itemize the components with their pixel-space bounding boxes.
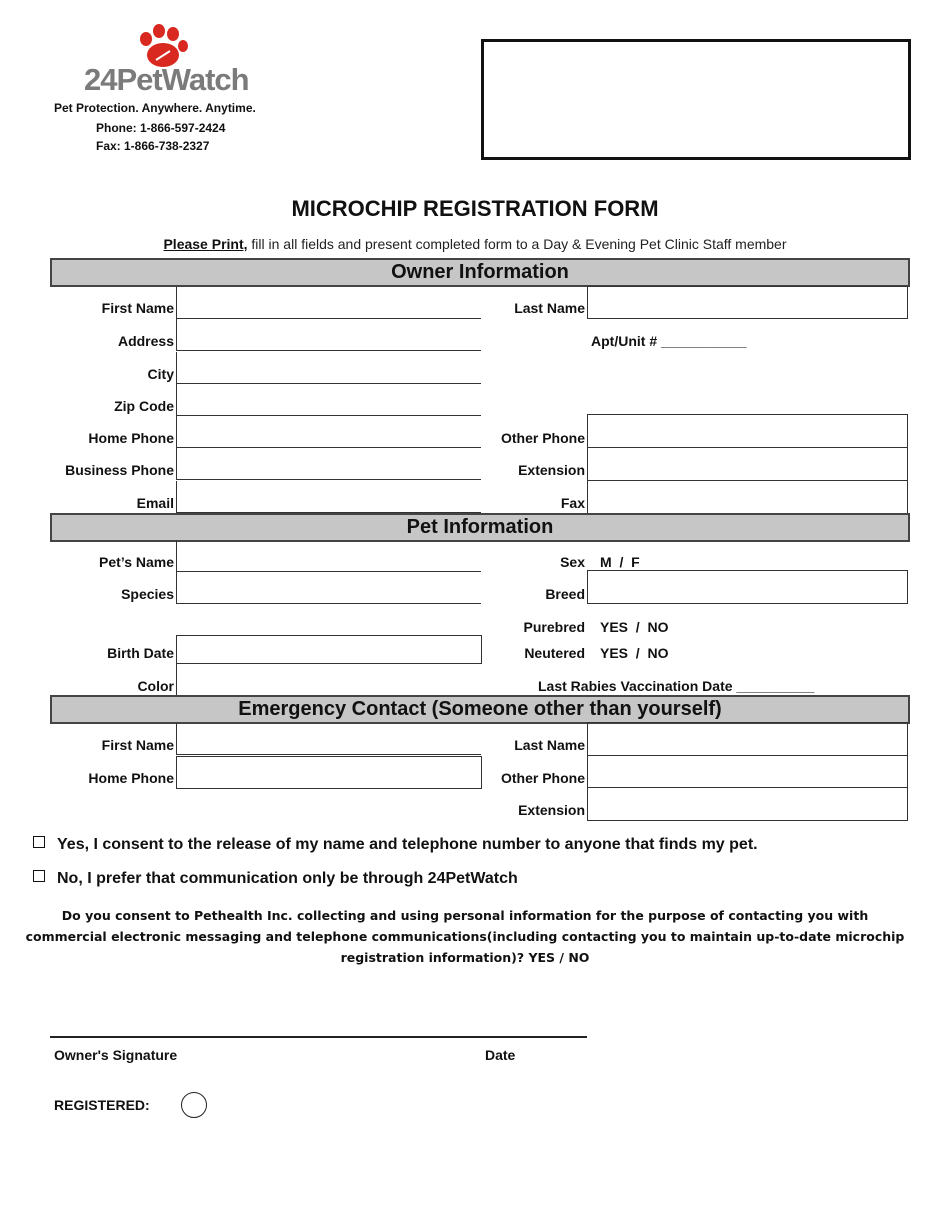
consent-question: Do you consent to Pethealth Inc. collecting and using personal information for the purpose of contacting you with commercial electronic messaging and telephone communications(including contacting you to maintain up-to-date microchip registration information)? YES / NO [25, 908, 905, 965]
owner-home-phone-field[interactable] [176, 416, 481, 448]
consent-no-label: No, I prefer that communication only be through 24PetWatch [57, 870, 518, 887]
tagline: Pet Protection. Anywhere. Anytime. [54, 101, 256, 115]
emergency-section-header: Emergency Contact (Someone other than yourself) [50, 695, 910, 724]
zip-code-field[interactable] [176, 384, 481, 416]
date-label: Date [485, 1047, 516, 1063]
pet-section-header: Pet Information [50, 513, 910, 542]
birth-date-field[interactable] [176, 635, 482, 664]
registered-label: REGISTERED: [54, 1097, 150, 1113]
emergency-home-phone-label: Home Phone [88, 770, 174, 786]
owner-extension-label: Extension [518, 462, 585, 478]
business-phone-label: Business Phone [65, 462, 174, 478]
owner-home-phone-label: Home Phone [88, 430, 174, 446]
zip-code-label: Zip Code [114, 398, 174, 414]
color-label: Color [137, 678, 174, 694]
species-label: Species [121, 586, 174, 602]
signature-line[interactable] [50, 1036, 587, 1038]
city-label: City [147, 366, 174, 382]
owner-fax-label: Fax [560, 495, 585, 511]
purebred-options[interactable]: YES / NO [600, 619, 669, 635]
emergency-other-phone-label: Other Phone [500, 770, 585, 786]
purebred-label: Purebred [523, 619, 585, 635]
instructions [0, 236, 950, 252]
emergency-first-name-field[interactable] [176, 723, 481, 755]
form-title: MICROCHIP REGISTRATION FORM [291, 196, 659, 221]
consent-yes-label: Yes, I consent to the release of my name and telephone number to anyone that finds my pet. [57, 836, 758, 853]
emergency-first-name-label: First Name [101, 737, 174, 753]
brand-logo: 24PetWatch [84, 62, 249, 97]
address-label: Address [117, 333, 174, 349]
sex-options[interactable]: M / F [600, 554, 640, 570]
owner-contact-divider [587, 480, 907, 481]
emergency-last-name-label: Last Name [514, 737, 585, 753]
business-phone-field[interactable] [176, 448, 481, 480]
consent-no-option[interactable] [33, 870, 518, 888]
owner-contact-divider [587, 447, 907, 448]
emergency-home-phone-field[interactable] [176, 756, 482, 789]
sex-label: Sex [560, 554, 585, 570]
email-field[interactable] [176, 481, 481, 513]
birth-date-label: Birth Date [107, 645, 174, 661]
fax-number: Fax: 1-866-738-2327 [96, 139, 210, 153]
city-field[interactable] [176, 352, 481, 384]
instructions-text: fill in all fields and present completed form to a Day & Evening Pet Clinic Staff member [247, 236, 787, 252]
instructions-emphasis: Please Print, [163, 236, 248, 252]
address-field[interactable] [176, 319, 481, 351]
owner-section-header: Owner Information [50, 258, 910, 287]
checkbox-icon[interactable] [33, 870, 45, 882]
owner-first-name-field[interactable] [176, 287, 481, 319]
consent-yes-option[interactable] [33, 836, 758, 854]
color-field[interactable] [176, 664, 481, 696]
emergency-contact-divider [587, 755, 907, 756]
checkbox-icon[interactable] [33, 836, 45, 848]
apt-unit-field[interactable]: Apt/Unit # ___________ [591, 333, 747, 349]
owner-last-name-field[interactable] [587, 286, 908, 319]
registered-circle[interactable] [181, 1092, 207, 1118]
owner-other-phone-label: Other Phone [500, 430, 585, 446]
emergency-extension-label: Extension [518, 802, 585, 818]
office-use-box [481, 39, 911, 160]
phone-number: Phone: 1-866-597-2424 [96, 121, 226, 135]
pet-name-field[interactable] [176, 540, 481, 572]
species-field[interactable] [176, 572, 481, 604]
rabies-date-field[interactable]: Last Rabies Vaccination Date __________ [538, 678, 815, 694]
owner-first-name-label: First Name [101, 300, 174, 316]
owner-last-name-label: Last Name [514, 300, 585, 316]
neutered-options[interactable]: YES / NO [600, 645, 669, 661]
emergency-contact-divider [587, 787, 907, 788]
breed-label: Breed [545, 586, 585, 602]
owner-signature-label: Owner's Signature [54, 1047, 178, 1063]
email-label: Email [136, 495, 174, 511]
pet-name-label: Pet’s Name [99, 554, 174, 570]
breed-field[interactable] [587, 570, 908, 604]
neutered-label: Neutered [524, 645, 585, 661]
owner-contact-fields-frame[interactable] [587, 414, 908, 514]
emergency-contact-fields-frame[interactable] [587, 722, 908, 821]
